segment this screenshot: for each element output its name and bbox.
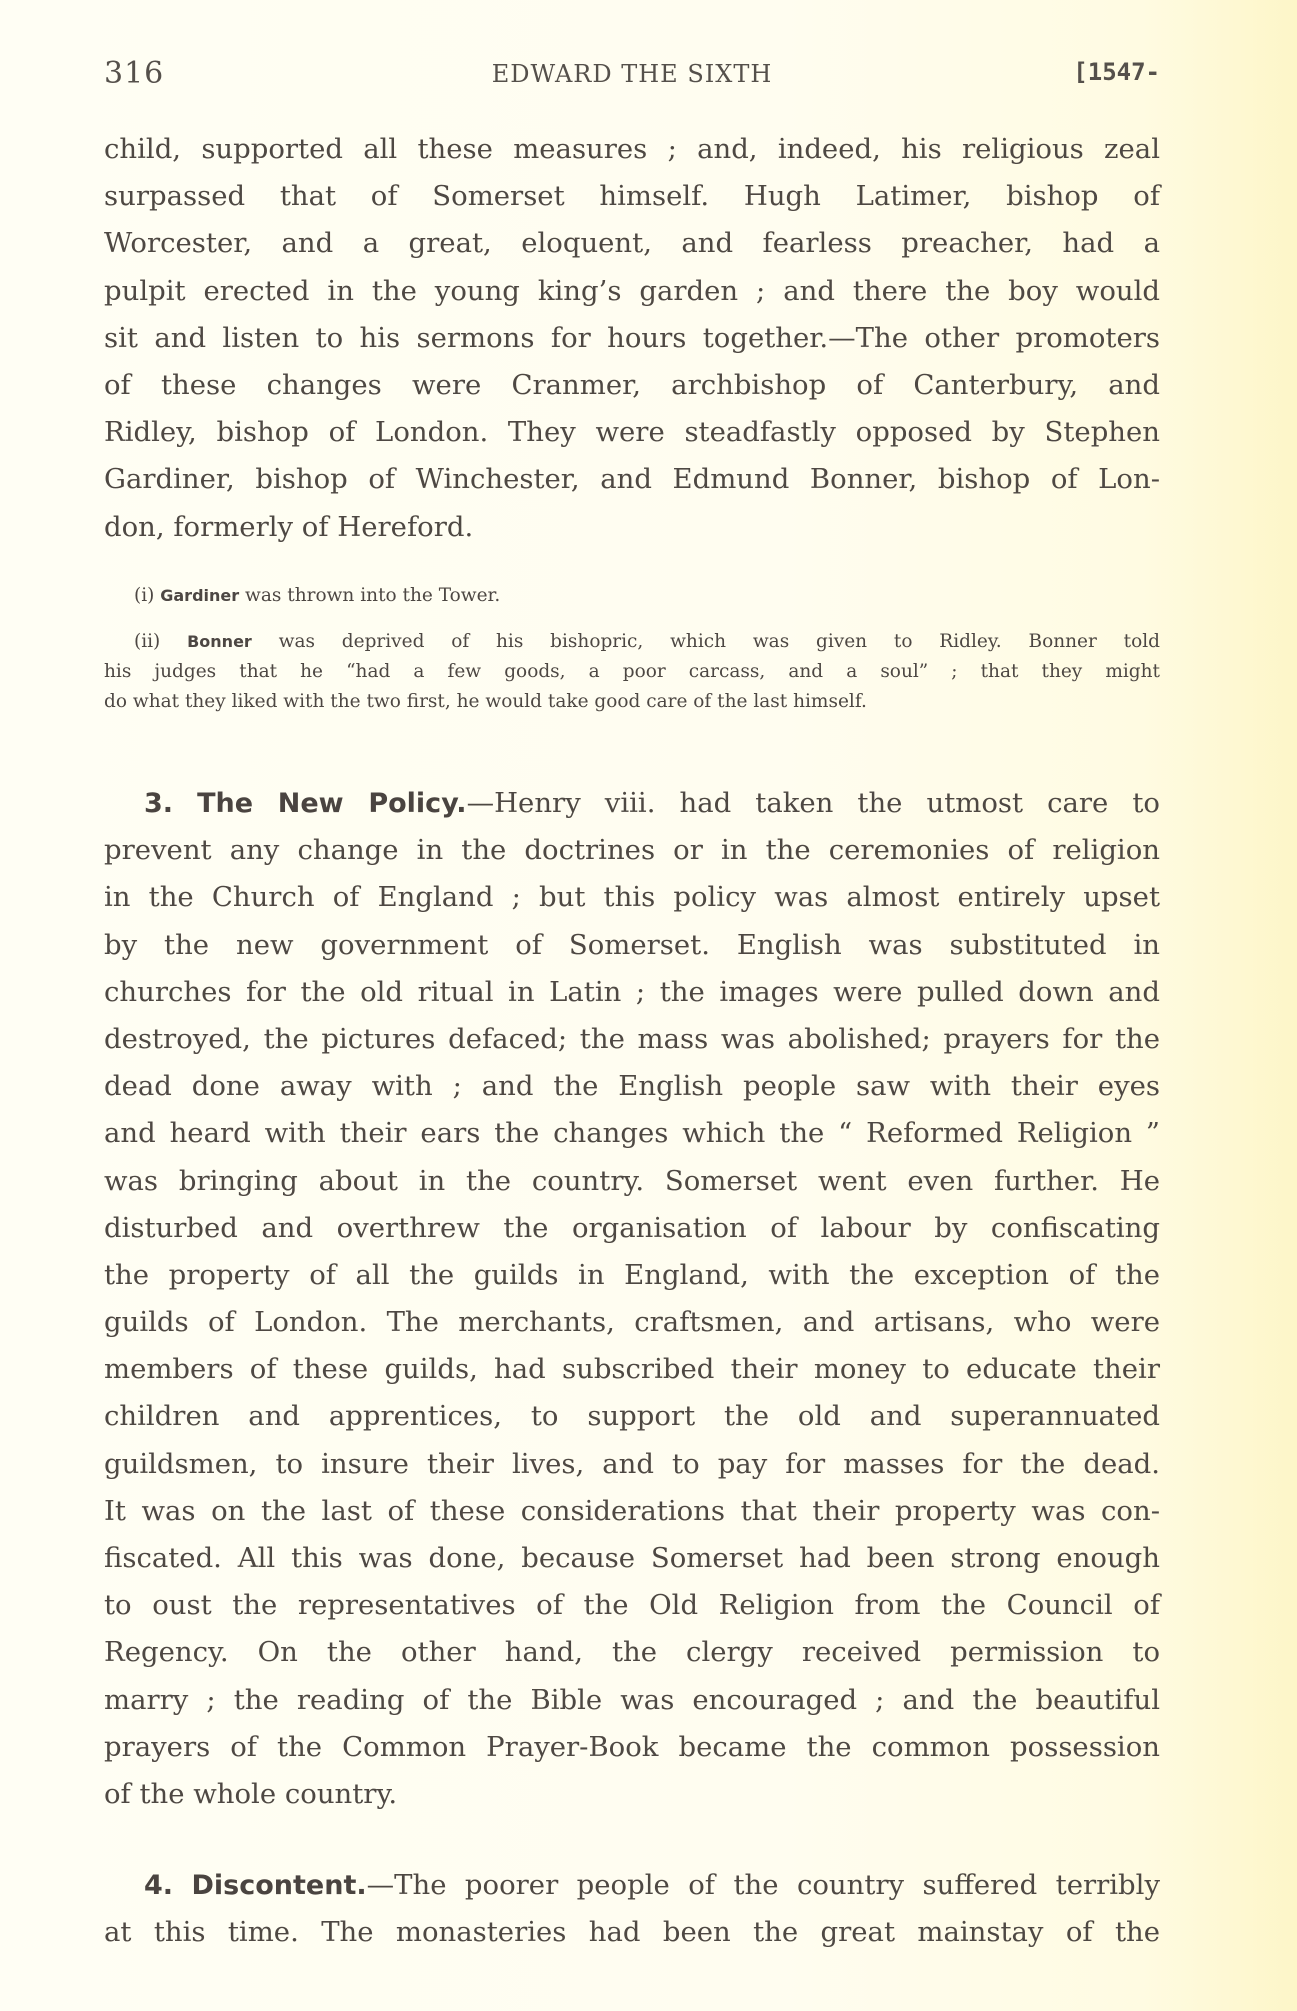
page-number: 316 — [104, 56, 165, 91]
text-line: Worcester, and a great, eloquent, and fearless preacher, had a — [104, 227, 1160, 260]
footnote-line: his judges that he “had a few goods, a poor carcass, and a soul” ; that they might — [104, 661, 1160, 682]
text-line: prevent any change in the doctrines or in the ceremonies of religion — [104, 834, 1160, 867]
text-line: Ridley, bishop of London. They were steadfastly opposed by Stephen — [104, 416, 1160, 449]
section-heading-line — [104, 780, 1160, 827]
footnote-text: was deprived of his bishopric, which was given to Ridley. Bonner told — [278, 631, 1160, 652]
section-heading: Discontent. — [191, 1870, 367, 1901]
text-line: sit and listen to his sermons for hours together.—The other promoters — [104, 321, 1160, 354]
text-line: It was on the last of these considerations that their property was con- — [104, 1494, 1160, 1527]
text-line: of the whole country. — [104, 1777, 398, 1810]
footnote-name: Bonner — [187, 632, 252, 651]
year-marker: [1547- — [1073, 58, 1160, 86]
text-line: guilds of London. The merchants, craftsmen, and artisans, who were — [104, 1306, 1160, 1339]
section-3-paragraph — [104, 780, 1160, 1818]
running-title: EDWARD THE SIXTH — [491, 60, 773, 88]
footnote-marker: (ii) — [134, 631, 161, 652]
text-line: dead done away with ; and the English people saw with their eyes — [104, 1070, 1160, 1103]
footnote-1 — [104, 581, 1160, 611]
text-line: surpassed that of Somerset himself. Hugh Latimer, bishop of — [104, 180, 1160, 213]
text-line: of these changes were Cranmer, archbishop of Canterbury, and — [104, 368, 1160, 401]
footnote-text: was thrown into the Tower. — [245, 585, 501, 606]
footnote-line — [104, 581, 1160, 611]
text-line: guildsmen, to insure their lives, and to pay for masses for the dead. — [104, 1447, 1160, 1480]
footnote-name: Gardiner — [160, 586, 240, 605]
section-heading-line — [104, 1862, 1160, 1909]
text-line: to oust the representatives of the Old Religion from the Council of — [104, 1589, 1160, 1622]
text-line: in the Church of England ; but this policy was almost entirely upset — [104, 881, 1160, 914]
text-line: by the new government of Somerset. English was substituted in — [104, 928, 1160, 961]
text-line: fiscated. All this was done, because Somerset had been strong enough — [104, 1542, 1160, 1574]
section-number: 4. — [144, 1870, 174, 1901]
text-run: —Henry viii. had taken the utmost care to — [466, 787, 1160, 819]
section-number: 3. — [144, 788, 174, 819]
text-line: Gardiner, bishop of Winchester, and Edmund Bonner, bishop of Lon- — [104, 463, 1160, 496]
text-line: destroyed, the pictures defaced; the mass was abolished; prayers for the — [104, 1022, 1160, 1055]
text-line: at this time. The monasteries had been the great mainstay of the — [104, 1916, 1160, 1949]
text-line: and heard with their ears the changes which the “ Reformed Religion ” — [104, 1117, 1160, 1150]
text-run: —The poorer people of the country suffered terribly — [366, 1869, 1160, 1901]
text-line: the property of all the guilds in England, with the exception of the — [104, 1258, 1160, 1291]
section-heading: The New Policy. — [197, 788, 467, 819]
text-line: disturbed and overthrew the organisation of labour by confiscating — [104, 1211, 1160, 1244]
running-header — [104, 56, 1160, 100]
footnote-marker: (i) — [134, 585, 155, 606]
text-line: members of these guilds, had subscribed their money to educate their — [104, 1353, 1160, 1386]
footnote-2 — [104, 627, 1160, 717]
text-line: Regency. On the other hand, the clergy received permission to — [104, 1636, 1160, 1669]
footnote-line: do what they liked with the two first, he would take good care of the last himself. — [104, 691, 867, 712]
text-line: marry ; the reading of the Bible was encouraged ; and the beautiful — [104, 1683, 1160, 1716]
section-4-paragraph — [104, 1862, 1160, 1956]
text-line: churches for the old ritual in Latin ; the images were pulled down and — [104, 975, 1160, 1008]
text-line: child, supported all these measures ; and, indeed, his religious zeal — [104, 133, 1160, 165]
text-line: prayers of the Common Prayer-Book became the common possession — [104, 1730, 1160, 1763]
text-line: children and apprentices, to support the old and superannuated — [104, 1400, 1160, 1433]
text-line: don, formerly of Hereford. — [104, 510, 474, 543]
text-line: was bringing about in the country. Somerset went even further. He — [104, 1164, 1160, 1197]
text-line: pulpit erected in the young king’s garden ; and there the boy would — [104, 274, 1160, 307]
paragraph-1 — [104, 126, 1160, 551]
footnote-line — [104, 627, 1160, 657]
